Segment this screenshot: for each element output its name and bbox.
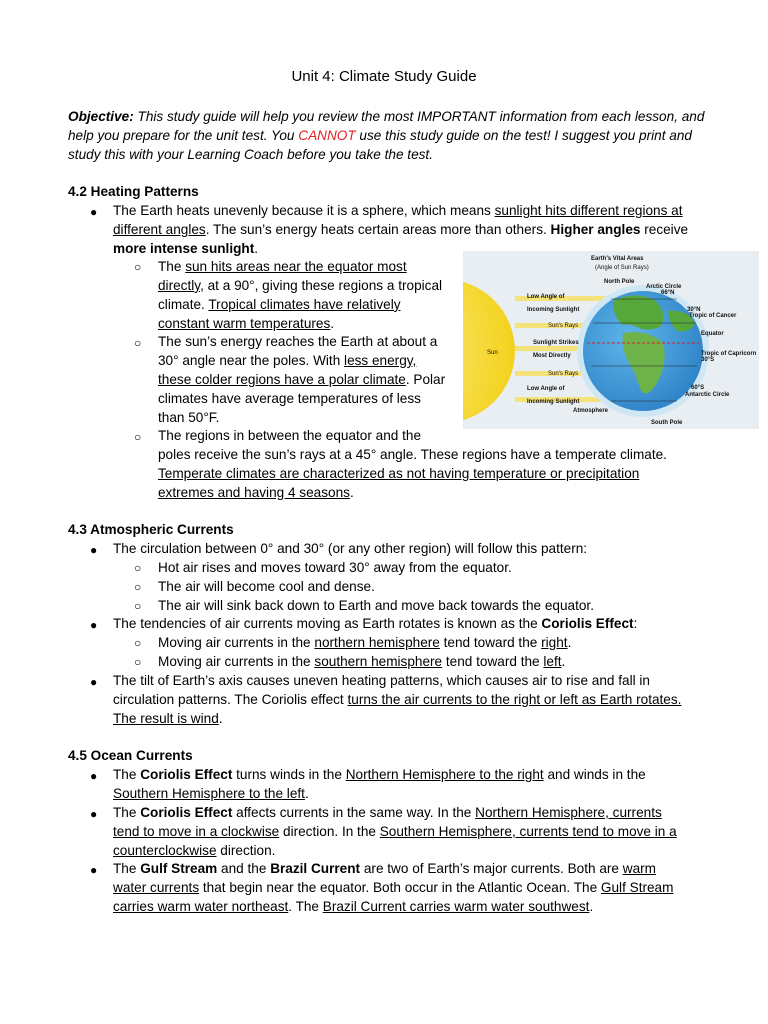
- atmos-sub-south: Moving air currents in the southern hemisphere tend toward the left.: [158, 654, 566, 669]
- sub-bullet: ○: [134, 599, 142, 613]
- cancer-deg-label: 30°N: [687, 307, 701, 313]
- ocean-bullet-2: The Coriolis Effect affects currents in the same way. In the Northern Hemisphere, currents tend to move in a clockwise direction. In the Southern Hemisphere, currents tend to move in a counterclockwise direction.: [113, 805, 677, 858]
- atmos-bullet-2: The tendencies of air currents moving as Earth rotates is known as the Coriolis Effect:: [113, 616, 638, 631]
- cancer-label: Tropic of Cancer: [689, 313, 737, 319]
- svg-text:Low Angle of: Low Angle of: [527, 294, 565, 300]
- sub-bullet: ○: [134, 260, 142, 274]
- bullet: ●: [90, 807, 98, 821]
- bullet: ●: [90, 618, 98, 632]
- heading-atmospheric-currents: 4.3 Atmospheric Currents: [68, 522, 234, 537]
- svg-text:Incoming Sunlight: Incoming Sunlight: [527, 307, 580, 313]
- cannot-warning: CANNOT: [298, 128, 356, 144]
- atmos-sub-north: Moving air currents in the northern hemisphere tend toward the right.: [158, 635, 572, 650]
- objective-label: Objective:: [68, 109, 134, 124]
- sub-bullet: ○: [134, 430, 142, 444]
- atmos-bullet-3: The tilt of Earth’s axis causes uneven heating patterns, which causes air to rise and fall in circulation patterns. The Coriolis effect turns the air currents to the right or left as Earth rotates. The result is wind.: [113, 673, 682, 726]
- diagram-title: Earth's Vital Areas: [591, 256, 644, 262]
- svg-text:Incoming Sunlight: Incoming Sunlight: [527, 399, 580, 405]
- heading-heating-patterns: 4.2 Heating Patterns: [68, 184, 199, 199]
- antarctic-deg-label: 60°S: [691, 385, 705, 391]
- ocean-bullet-1: The Coriolis Effect turns winds in the Northern Hemisphere to the right and winds in the Southern Hemisphere to the left.: [113, 767, 646, 801]
- svg-text:Low Angle of: Low Angle of: [527, 386, 565, 392]
- atmos-sub-2: The air will become cool and dense.: [158, 579, 375, 594]
- atmos-sub-1: Hot air rises and moves toward 30° away from the equator.: [158, 560, 512, 575]
- heating-bullet-1: The Earth heats unevenly because it is a sphere, which means sunlight hits different regions at different angles. The sun’s energy heats certain areas more than others. Higher angles receive more intense sunlight.: [113, 203, 689, 256]
- bullet: ●: [90, 205, 98, 219]
- ray-label: Sun's Rays: [548, 371, 579, 377]
- atmos-sub-3: The air will sink back down to Earth and move back towards the equator.: [158, 598, 594, 613]
- heading-ocean-currents: 4.5 Ocean Currents: [68, 748, 193, 763]
- svg-text:Most Directly: Most Directly: [533, 353, 571, 359]
- sub-bullet: ○: [134, 336, 142, 350]
- page-title: Unit 4: Climate Study Guide: [291, 68, 477, 85]
- sun-label: Sun: [487, 350, 498, 356]
- objective-text: This study guide will help you review the most IMPORTANT information from each lesson, and help you prepare for the unit test. You: [68, 109, 705, 144]
- svg-text:Sunlight Strikes: Sunlight Strikes: [533, 340, 579, 346]
- heating-sub-2: The sun’s energy reaches the Earth at about a 30° angle near the poles. With less energy, these colder regions have a polar climate. Polar climates have average temperatures of less than 50°F.: [158, 334, 446, 425]
- svg-text:Atmosphere: Atmosphere: [573, 408, 609, 414]
- sub-bullet: ○: [134, 561, 142, 575]
- bullet: ●: [90, 543, 98, 557]
- heating-sub-3-line1: The regions in between the equator and the: [158, 428, 422, 443]
- diagram-svg: [463, 251, 759, 429]
- ocean-bullet-3: The Gulf Stream and the Brazil Current are two of Earth’s major currents. Both are warm water currents that begin near the equator. Both occur in the Atlantic Ocean. The Gulf Stream carries warm water northeast. The Brazil Current carries warm water southwest.: [113, 861, 674, 914]
- objective-paragraph: [68, 107, 708, 165]
- sub-bullet: ○: [134, 655, 142, 669]
- north-pole-label: North Pole: [604, 279, 635, 285]
- sub-bullet: ○: [134, 636, 142, 650]
- sub-bullet: ○: [134, 580, 142, 594]
- bullet: ●: [90, 863, 98, 877]
- atmos-bullet-1: The circulation between 0° and 30° (or any other region) will follow this pattern:: [113, 541, 588, 556]
- earth-vital-areas-diagram: [463, 251, 759, 429]
- bullet: ●: [90, 769, 98, 783]
- diagram-subtitle: (Angle of Sun Rays): [595, 265, 649, 271]
- arctic-deg-label: 66°N: [661, 290, 675, 296]
- ray-label: Sun's Rays: [548, 323, 579, 329]
- heating-sub-1: The sun hits areas near the equator most directly, at a 90°, giving these regions a tropical climate. Tropical climates have relatively constant warm temperatures.: [158, 259, 443, 331]
- objective-text-end: use this study guide on the test! I suggest you print and study this with your Learning Coach before you take the test.: [68, 128, 692, 163]
- heating-sub-3: poles receive the sun’s rays at a 45° angle. These regions have a temperate climate. Temperate climates are characterized as not having temperature or precipitation extremes and having 4 seasons.: [158, 447, 667, 500]
- arctic-label: Arctic Circle: [646, 284, 682, 290]
- south-pole-label: South Pole: [651, 420, 683, 426]
- antarctic-label: Antarctic Circle: [685, 392, 730, 398]
- bullet: ●: [90, 675, 98, 689]
- capricorn-deg-label: 30°S: [701, 357, 715, 363]
- equator-label: Equator: [701, 331, 724, 337]
- capricorn-label: Tropic of Capricorn: [701, 351, 757, 357]
